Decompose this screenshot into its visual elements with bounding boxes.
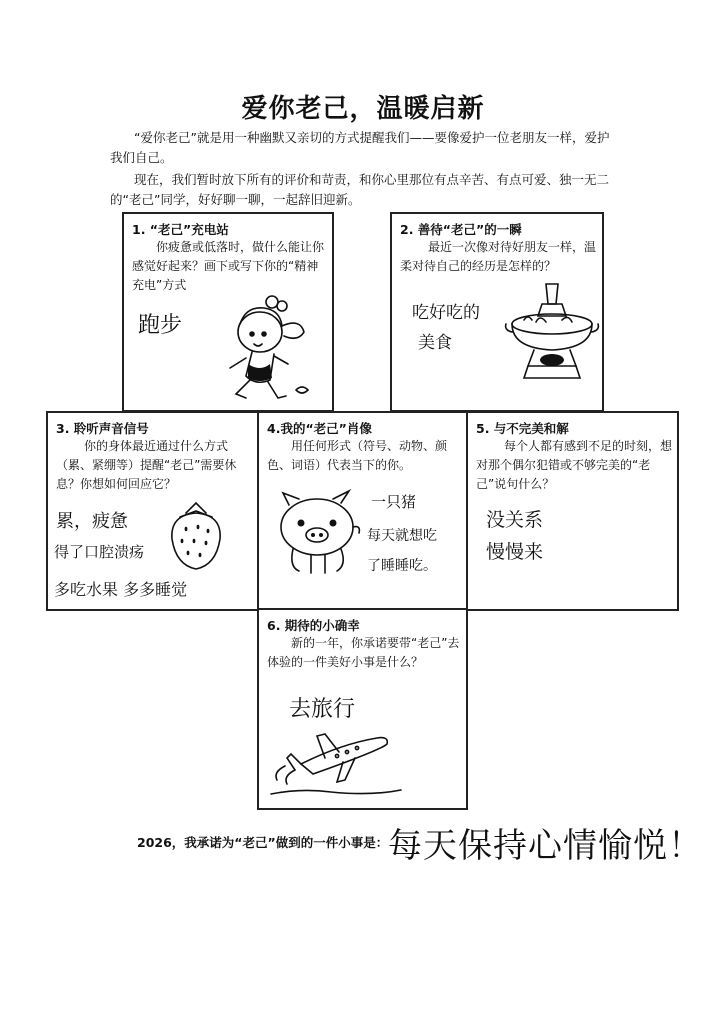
handwritten-answer: 跑步 [138,313,183,338]
section-heading: 2. 善待“老己”的一瞬 [400,222,522,237]
pig-drawing [267,487,365,581]
section-question: 新的一年，你承诺要带“老己”去体验的一件美好小事是什么？ [267,636,460,669]
handwritten-answer: 没关系 [486,509,544,531]
handwritten-answer: 了睡睡吃。 [367,558,437,574]
section-heading: 3. 聆听声音信号 [56,421,149,436]
hotpot-drawing [504,278,600,388]
section-question: 最近一次像对待好朋友一样，温柔对待自己的经历是怎样的？ [400,240,597,273]
page-title: 爱你老己，温暖启新 [241,94,485,124]
section-heading: 5. 与不完美和解 [476,421,569,436]
section-question: 用任何形式（符号、动物、颜色、词语）代表当下的你。 [267,439,448,472]
airplane-drawing [269,726,419,800]
section-heading: 1. “老己”充电站 [132,222,229,237]
section-heading: 6. 期待的小确幸 [267,618,360,633]
handwritten-answer: 慢慢来 [486,541,544,563]
handwritten-answer: 去旅行 [289,697,356,722]
section-question: 每个人都有感到不足的时刻，想对那个偶尔犯错或不够完美的“老己”说句什么？ [476,439,673,491]
intro [110,128,620,210]
handwritten-answer: 一只猪 [371,493,417,511]
pledge-answer: 每天保持心情愉悦！ [388,826,703,866]
section-question: 你的身体最近通过什么方式（累、紧绷等）提醒“老己”需要休息？你想如何回应它？ [56,439,237,491]
girl-running-drawing [212,292,332,412]
handwritten-answer: 多吃水果 多多睡觉 [54,580,188,599]
section-box-5 [466,411,679,611]
section-heading: 4.我的“老己”肖像 [267,421,372,436]
intro-paragraph-2: 现在，我们暂时放下所有的评价和苛责，和你心里那位有点辛苦、有点可爱、独一无二的“老己”同学，好好聊一聊，一起辞旧迎新。 [110,172,610,207]
intro-paragraph-1: “爱你老己”就是用一种幽默又亲切的方式提醒我们——要像爱护一位老朋友一样，爱护我们自己。 [110,130,610,165]
strawberry-drawing [166,501,226,571]
handwritten-answer: 吃好吃的 [412,303,480,323]
handwritten-answer: 累，疲惫 [56,511,128,532]
handwritten-answer: 每天就想吃 [367,528,437,544]
section-box-2 [390,212,604,412]
section-question: 你疲惫或低落时，做什么能让你感觉好起来？画下或写下你的“精神充电”方式 [132,240,325,292]
section-box-6 [257,608,468,810]
section-box-1 [122,212,334,412]
section-box-3 [46,411,260,611]
handwritten-answer: 得了口腔溃疡 [54,543,145,561]
pledge-label: 2026，我承诺为“老己”做到的一件小事是： [137,835,389,850]
handwritten-answer: 美食 [418,333,452,353]
section-box-4 [257,411,468,611]
